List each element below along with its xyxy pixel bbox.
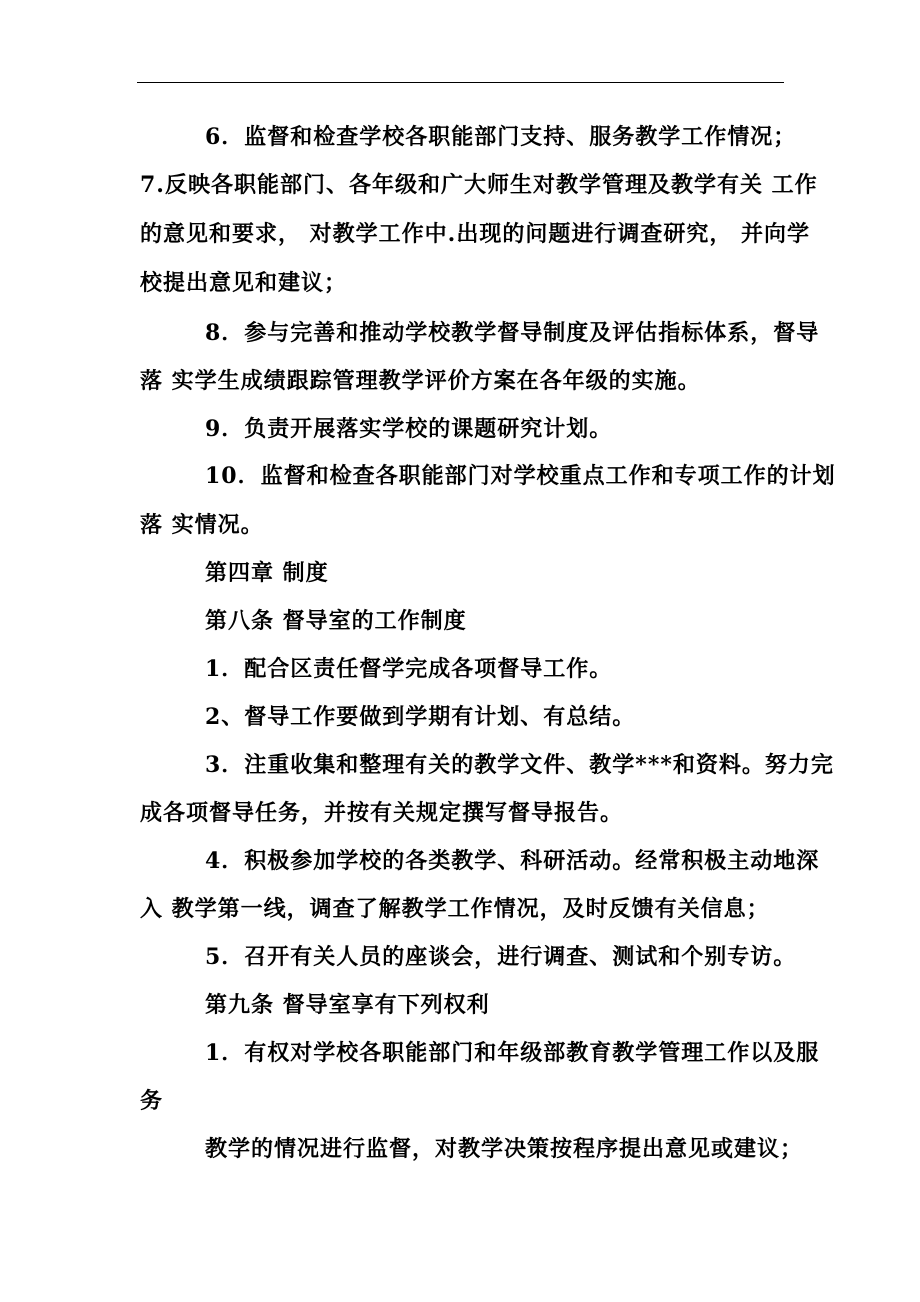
text-line-rule-3: 3．注重收集和整理有关的教学文件、教学***和资料。努力完: [205, 752, 834, 778]
text-line-rule-1: 1．配合区责任督学完成各项督导工作。: [205, 656, 613, 682]
text-line-rule-2: 2、督导工作要做到学期有计划、有总结。: [205, 704, 636, 730]
chapter-heading: 第四章 制度: [205, 560, 329, 586]
text-line-right-1-cont-2: 教学的情况进行监督，对教学决策按程序提出意见或建议；: [205, 1136, 804, 1162]
text-line-item-10-cont: 落 实情况。: [140, 512, 264, 538]
text-line-rule-4-cont: 入 教学第一线，调查了解教学工作情况，及时反馈有关信息；: [140, 896, 770, 922]
text-line-item-8: 8．参与完善和推动学校教学督导制度及评估指标体系，督导: [205, 320, 820, 346]
article-heading-8: 第八条 督导室的工作制度: [205, 608, 467, 634]
text-line-item-7-cont-1: 的意见和要求， 对教学工作中.出现的问题进行调查研究， 并向学: [140, 221, 810, 247]
text-line-right-1: 1．有权对学校各职能部门和年级部教育教学管理工作以及服: [205, 1040, 820, 1066]
header-rule: [137, 82, 784, 83]
text-line-rule-3-cont: 成各项督导任务，并按有关规定撰写督导报告。: [140, 800, 624, 826]
text-line-rule-5: 5．召开有关人员的座谈会，进行调查、测试和个别专访。: [205, 944, 797, 970]
text-line-item-7-cont-2: 校提出意见和建议；: [140, 270, 348, 296]
text-line-item-9: 9．负责开展落实学校的课题研究计划。: [205, 416, 613, 442]
text-line-item-10: 10．监督和检查各职能部门对学校重点工作和专项工作的计划: [205, 463, 836, 489]
text-line-item-8-cont: 落 实学生成绩跟踪管理教学评价方案在各年级的实施。: [140, 368, 701, 394]
text-line-item-7: 7.反映各职能部门、各年级和广大师生对教学管理及教学有关 工作: [140, 172, 818, 198]
text-line-rule-4: 4．积极参加学校的各类教学、科研活动。经常积极主动地深: [205, 848, 820, 874]
text-line-right-1-cont: 务: [140, 1088, 164, 1114]
article-heading-9: 第九条 督导室享有下列权利: [205, 992, 490, 1018]
text-line-item-6: 6．监督和检查学校各职能部门支持、服务教学工作情况；: [205, 124, 797, 150]
